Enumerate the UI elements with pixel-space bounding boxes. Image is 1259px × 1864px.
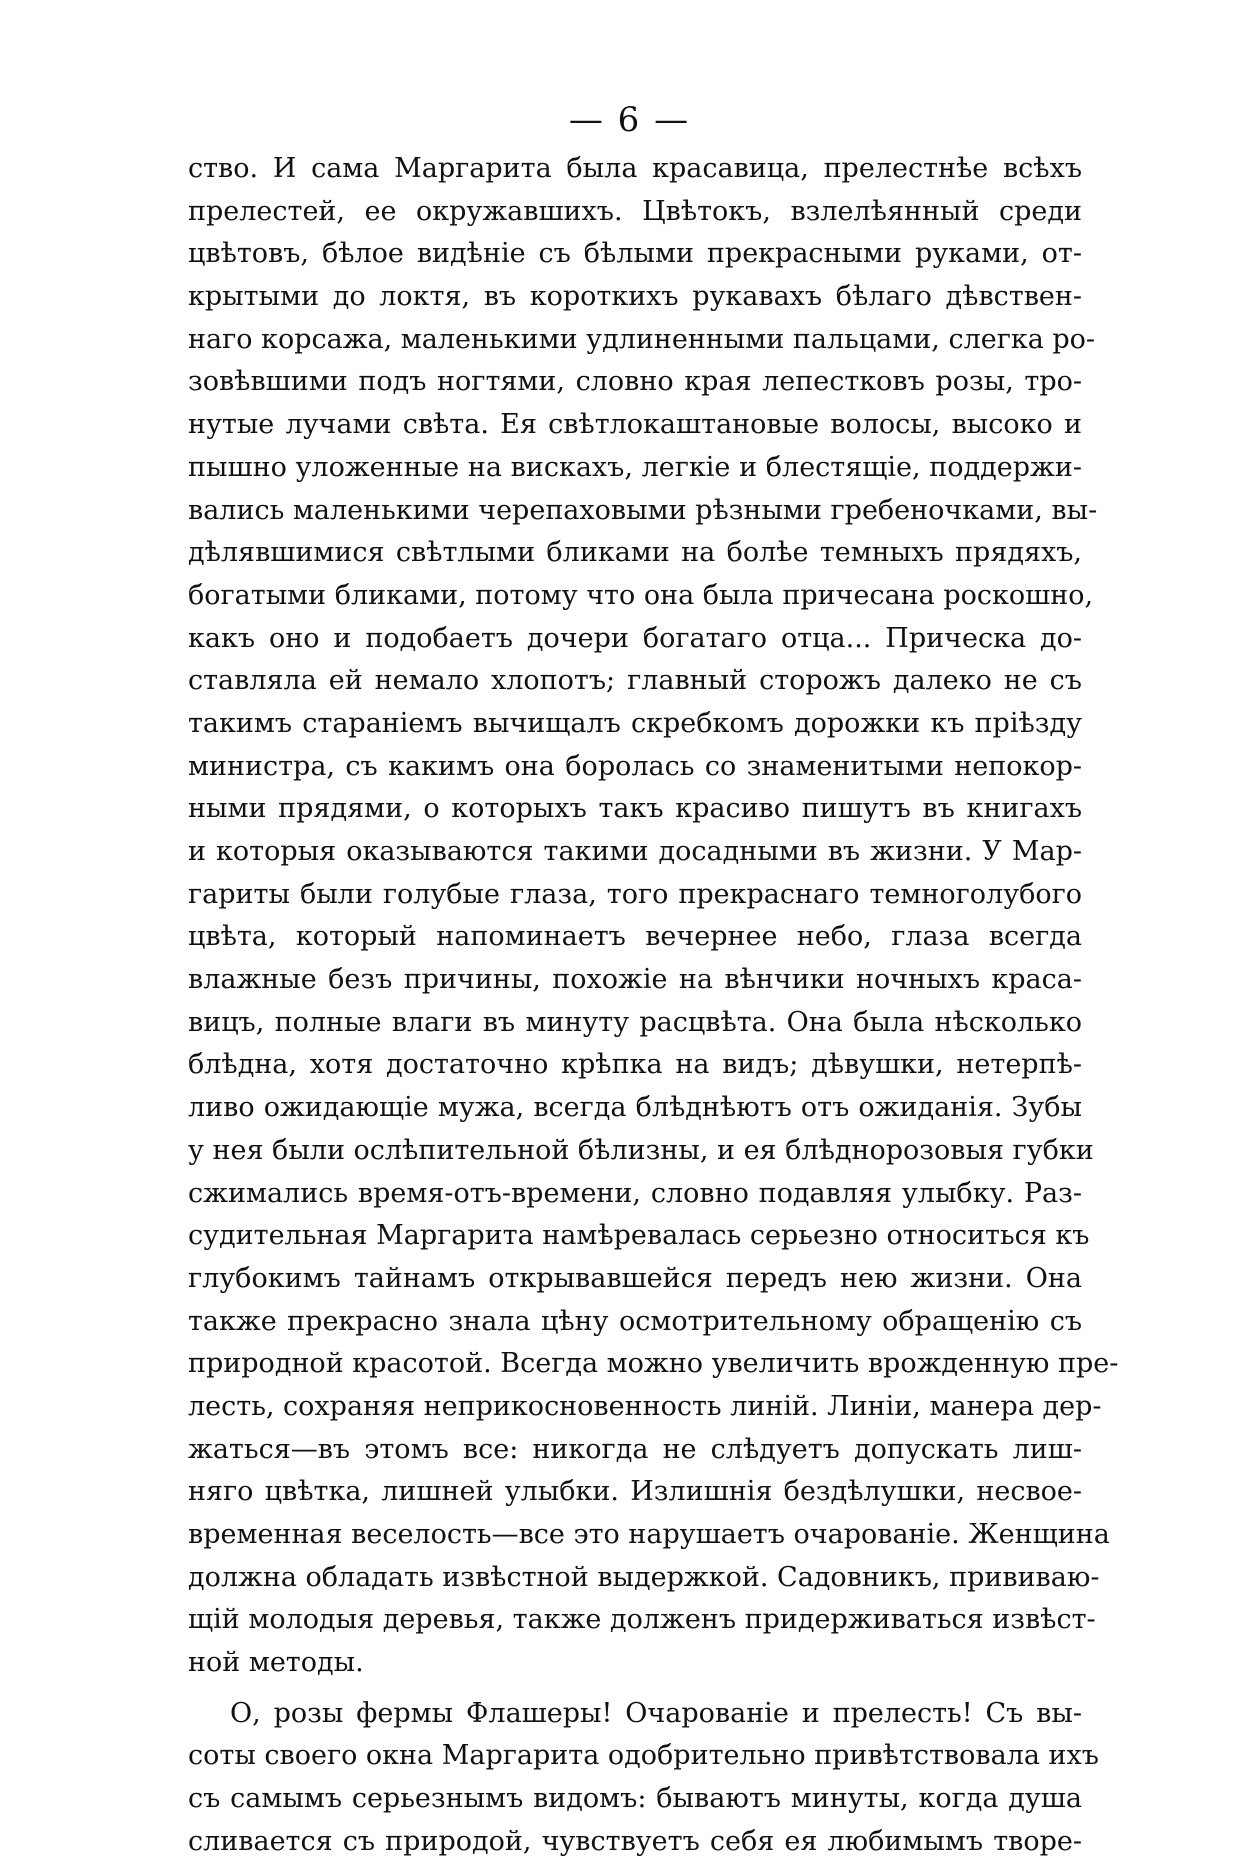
text-line: блѣдна, хотя достаточно крѣпка на видъ; дѣвушки, нетерпѣ- (188, 1049, 1082, 1081)
body-text (188, 148, 1119, 1864)
text-line: няго цвѣтка, лишней улыбки. Излишнія бездѣлушки, несвое- (188, 1476, 1082, 1508)
page-number: — 6 — (568, 100, 691, 140)
text-line: ство. И сама Маргарита была красавица, прелестнѣе всѣхъ (188, 153, 1082, 184)
text-line: съ самымъ серьезнымъ видомъ: бываютъ минуты, когда душа (188, 1783, 1082, 1815)
text-line: зовѣвшими подъ ногтями, словно края лепестковъ розы, тро- (188, 366, 1082, 398)
text-line: такимъ стараніемъ вычищалъ скребкомъ дорожки къ пріѣзду (188, 707, 1082, 739)
text-line: глубокимъ тайнамъ открывавшейся передъ нею жизни. Она (188, 1262, 1082, 1294)
text-line: ной методы. (188, 1647, 364, 1679)
text-line: цвѣта, который напоминаетъ вечернее небо, глаза всегда (188, 921, 1082, 953)
text-line: и которыя оказываются такими досадными въ жизни. У Мар- (188, 836, 1082, 867)
text-line: ливо ожидающіе мужа, всегда блѣднѣютъ отъ ожиданія. Зубы (188, 1092, 1082, 1124)
text-line: природной красотой. Всегда можно увеличить врожденную пре- (188, 1348, 1119, 1380)
text-line: у нея были ослѣпительной бѣлизны, и ея блѣднорозовыя губки (188, 1134, 1094, 1166)
text-line: наго корсажа, маленькими удлиненными пальцами, слегка ро- (188, 323, 1096, 355)
text-line: пышно уложенные на вискахъ, легкіе и блестящіе, поддержи- (188, 451, 1082, 483)
text-line: крытыми до локтя, въ короткихъ рукавахъ бѣлаго дѣвствен- (188, 281, 1082, 313)
text-line: цвѣтовъ, бѣлое видѣніе съ бѣлыми прекрасными руками, от- (188, 238, 1082, 270)
paragraph-1 (188, 148, 1119, 1685)
paragraph-2 (188, 1693, 1099, 1864)
text-line: ставляла ей немало хлопотъ; главный сторожъ далеко не съ (188, 665, 1082, 697)
text-line: щій молодыя деревья, также долженъ придерживаться извѣст- (188, 1604, 1096, 1636)
text-line: соты своего окна Маргарита одобрительно привѣтствовала ихъ (188, 1740, 1099, 1772)
text-line: вались маленькими черепаховыми рѣзными гребеночками, вы- (188, 494, 1098, 526)
text-line: временная веселость—все это нарушаетъ очарованіе. Женщина (188, 1519, 1110, 1550)
text-line: влажные безъ причины, похожіе на вѣнчики ночныхъ краса- (188, 964, 1082, 996)
text-line: богатыми бликами, потому что она была причесана роскошно, (188, 579, 1094, 611)
text-line: сливается съ природой, чувствуетъ себя ея любимымъ творе- (188, 1825, 1082, 1857)
text-line: вицъ, полные влаги въ минуту расцвѣта. Она была нѣсколько (188, 1006, 1082, 1038)
text-line: должна обладать извѣстной выдержкой. Садовникъ, прививаю- (188, 1561, 1100, 1593)
text-line: нутые лучами свѣта. Ея свѣтлокаштановые волосы, высоко и (188, 409, 1082, 441)
text-line: какъ оно и подобаетъ дочери богатаго отца... Прическа до- (188, 622, 1082, 654)
text-line: ными прядями, о которыхъ такъ красиво пишутъ въ книгахъ (188, 793, 1082, 825)
text-line: жаться—въ этомъ все: никогда не слѣдуетъ допускать лиш- (188, 1433, 1082, 1465)
text-line: также прекрасно знала цѣну осмотрительному обращенію съ (188, 1305, 1082, 1337)
text-line: прелестей, ее окружавшихъ. Цвѣтокъ, взлелѣянный среди (188, 195, 1082, 227)
text-line: гариты были голубые глаза, того прекраснаго темноголубого (188, 878, 1082, 910)
text-line: министра, съ какимъ она боролась со знаменитыми непокор- (188, 750, 1082, 782)
text-line: лесть, сохраняя неприкосновенность линій. Линіи, манера дер- (188, 1390, 1102, 1422)
text-line: судительная Маргарита намѣревалась серьезно относиться къ (188, 1220, 1090, 1252)
text-line: сжимались время-отъ-времени, словно подавляя улыбку. Раз- (188, 1177, 1082, 1209)
text-line: дѣлявшимися свѣтлыми бликами на болѣе темныхъ прядяхъ, (188, 537, 1082, 569)
text-line: О, розы фермы Флашеры! Очарованіе и прелесть! Съ вы- (230, 1697, 1082, 1729)
